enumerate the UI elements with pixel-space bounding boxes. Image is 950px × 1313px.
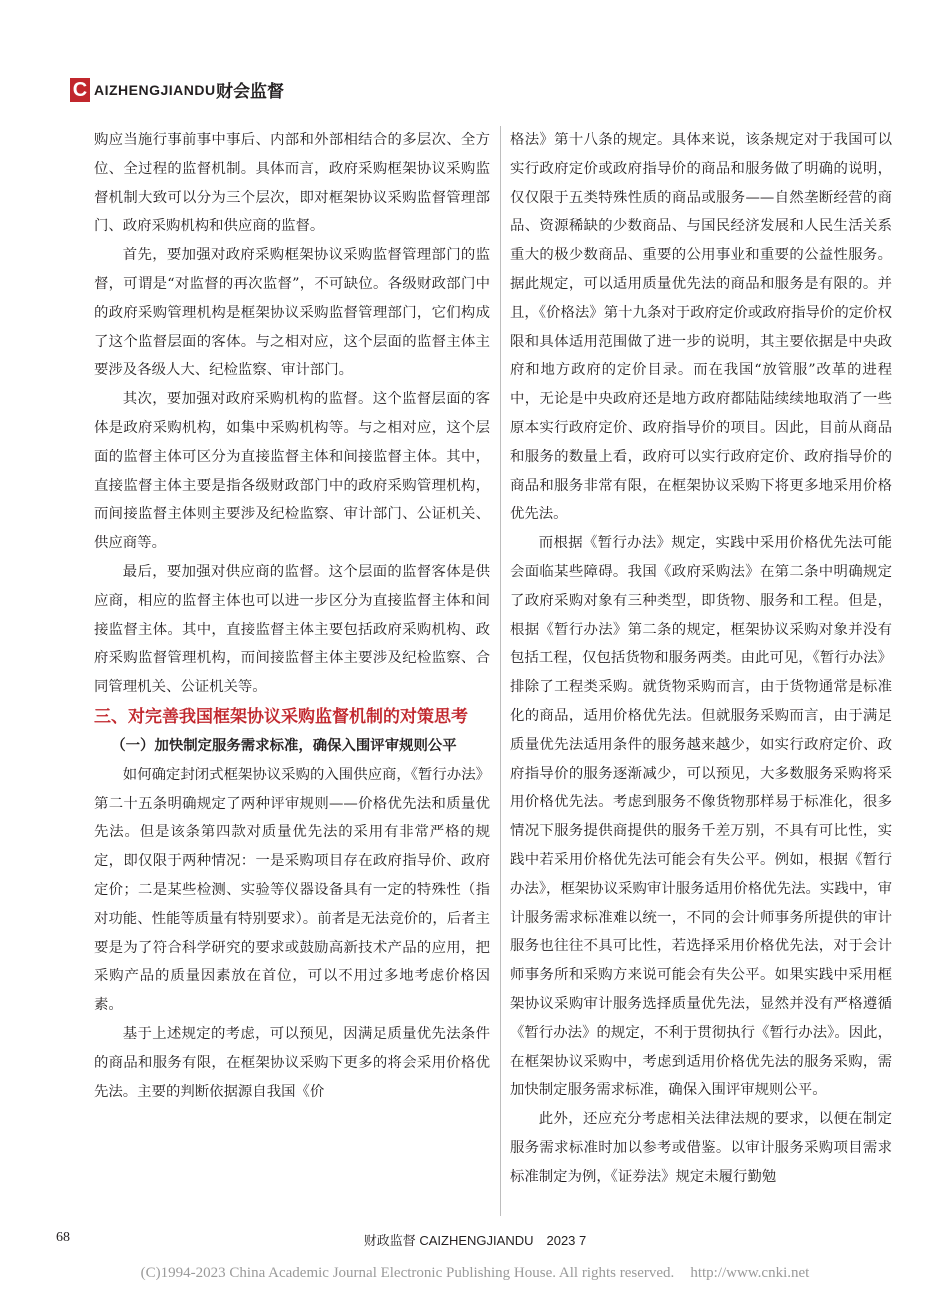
page-footer <box>0 1230 950 1250</box>
body-paragraph: 此外，还应充分考虑相关法律法规的要求，以便在制定服务需求标准时加以参考或借鉴。以审计服务采购项目需求标准制定为例，《证券法》规定未履行勤勉 <box>510 1111 892 1185</box>
body-paragraph: 格法》第十八条的规定。具体来说，该条规定对于我国可以实行政府定价或政府指导价的商品和服务做了明确的说明，仅仅限于五类特殊性质的商品或服务——自然垄断经营的商品、资源稀缺的少数商品、与国民经济发展和人民生活关系重大的极少数商品、重要的公用事业和重要的公益性服务。据此规定，可以适用质量优先法的商品和服务是有限的。并且，《价格法》第十九条对于政府定价或政府指导价的定价权限和具体适用范围做了进一步的说明，其主要依据是中央政府和地方政府的定价目录。而在我国“放管服”改革的进程中，无论是中央政府还是地方政府都陆陆续续地取消了一些原本实行政府定价、政府指导价的项目。因此，目前从商品和服务的数量上看，政府可以实行政府定价、政府指导价的商品和服务非常有限，在框架协议采购下将更多地采用价格优先法。 <box>510 132 892 523</box>
journal-logo-text: AIZHENGJIANDU <box>94 82 216 98</box>
copyright-notice: (C)1994-2023 China Academic Journal Electronic Publishing House. All rights reserved. <box>140 1265 675 1281</box>
body-paragraph: 如何确定封闭式框架协议采购的入围供应商，《暂行办法》第二十五条明确规定了两种评审规则——价格优先法和质量优先法。但是该条第四款对质量优先法的采用有非常严格的规定，即仅限于两种情况：一是采购项目存在政府指导价、政府定价；二是某些检测、实验等仪器设备具有一定的特殊性（指对功能、性能等质量有特别要求）。前者是无法竞价的，后者主要是为了符合科学研究的要求或鼓励高新技术产品的应用，把采购产品的质量因素放在首位，可以不用过多地考虑价格因素。 <box>94 766 490 1014</box>
page-number: 68 <box>56 1230 70 1245</box>
left-column <box>94 126 490 1216</box>
cnki-url: http://www.cnki.net <box>690 1265 810 1281</box>
body-paragraph: 购应当施行事前事中事后、内部和外部相结合的多层次、全方位、全过程的监督机制。具体而言，政府采购框架协议采购监督机制大致可以分为三个层次，即对框架协议采购监督管理部门、政府采购机构和供应商的监督。 <box>94 132 490 235</box>
section-title: 财会监督 <box>216 82 284 102</box>
section-heading: 三、对完善我国框架协议采购监督机制的对策思考 <box>94 706 468 727</box>
body-paragraph: 而根据《暂行办法》规定，实践中采用价格优先法可能会面临某些障碍。我国《政府采购法》在第二条中明确规定了政府采购对象有三种类型，即货物、服务和工程。但是，根据《暂行办法》第二条的规定，框架协议采购对象并没有包括工程，仅包括货物和服务两类。由此可见，《暂行办法》排除了工程类采购。就货物采购而言，由于货物通常是标准化的商品，适用价格优先法。但就服务采购而言，由于满足质量优先法适用条件的服务越来越少，如实行政府定价、政府指导价的服务逐渐减少，可以预见，大多数服务采购将采用价格优先法。考虑到服务不像货物那样易于标准化，很多情况下服务提供商提供的服务千差万别，不具有可比性，实践中若采用价格优先法可能会有失公平。例如，根据《暂行办法》，框架协议采购审计服务适用价格优先法。实践中，审计服务需求标准难以统一，不同的会计师事务所提供的审计服务也往往不具可比性，若选择采用价格优先法，对于会计师事务所和采购方来说可能会有失公平。如果实践中采用框架协议采购审计服务选择质量优先法，显然并没有严格遵循《暂行办法》的规定，不利于贯彻执行《暂行办法》。因此，在框架协议采购中，考虑到适用价格优先法的服务采购，需加快制定服务需求标准，确保入围评审规则公平。 <box>510 535 892 1099</box>
body-paragraph: 其次，要加强对政府采购机构的监督。这个监督层面的客体是政府采购机构，如集中采购机构等。与之相对应，这个层面的监督主体可区分为直接监督主体和间接监督主体。其中，直接监督主体主要是指各级财政部门中的政府采购管理机构，而间接监督主体则主要涉及纪检监察、审计部门、公证机关、供应商等。 <box>94 391 490 552</box>
right-column <box>510 126 892 1216</box>
copyright-watermark <box>0 1265 950 1282</box>
body-paragraph: 基于上述规定的考虑，可以预见，因满足质量优先法条件的商品和服务有限，在框架协议采购下更多的将会采用价格优先法。主要的判断依据源自我国《价 <box>94 1025 490 1100</box>
journal-logo-mark: C <box>70 78 90 102</box>
body-paragraph: 最后，要加强对供应商的监督。这个层面的监督客体是供应商，相应的监督主体也可以进一步区分为直接监督主体和间接监督主体。其中，直接监督主体主要包括政府采购机构、政府采购监督管理机构，而间接监督主体主要涉及纪检监察、合同管理机关、公证机关等。 <box>94 563 490 696</box>
body-paragraph: 首先，要加强对政府采购框架协议采购监督管理部门的监督，可谓是“对监督的再次监督”，不可缺位。各级财政部门中的政府采购管理机构是框架协议采购监督管理部门，它们构成了这个监督层面的客体。与之相对应，这个层面的监督主体主要涉及各级人大、纪检监察、审计部门。 <box>94 247 490 379</box>
column-divider <box>500 126 501 1216</box>
footer-journal-info: 财政监督 CAIZHENGJIANDU 2023 7 <box>363 1233 587 1248</box>
subsection-heading: （一）加快制定服务需求标准，确保入围评审规则公平 <box>111 737 457 754</box>
